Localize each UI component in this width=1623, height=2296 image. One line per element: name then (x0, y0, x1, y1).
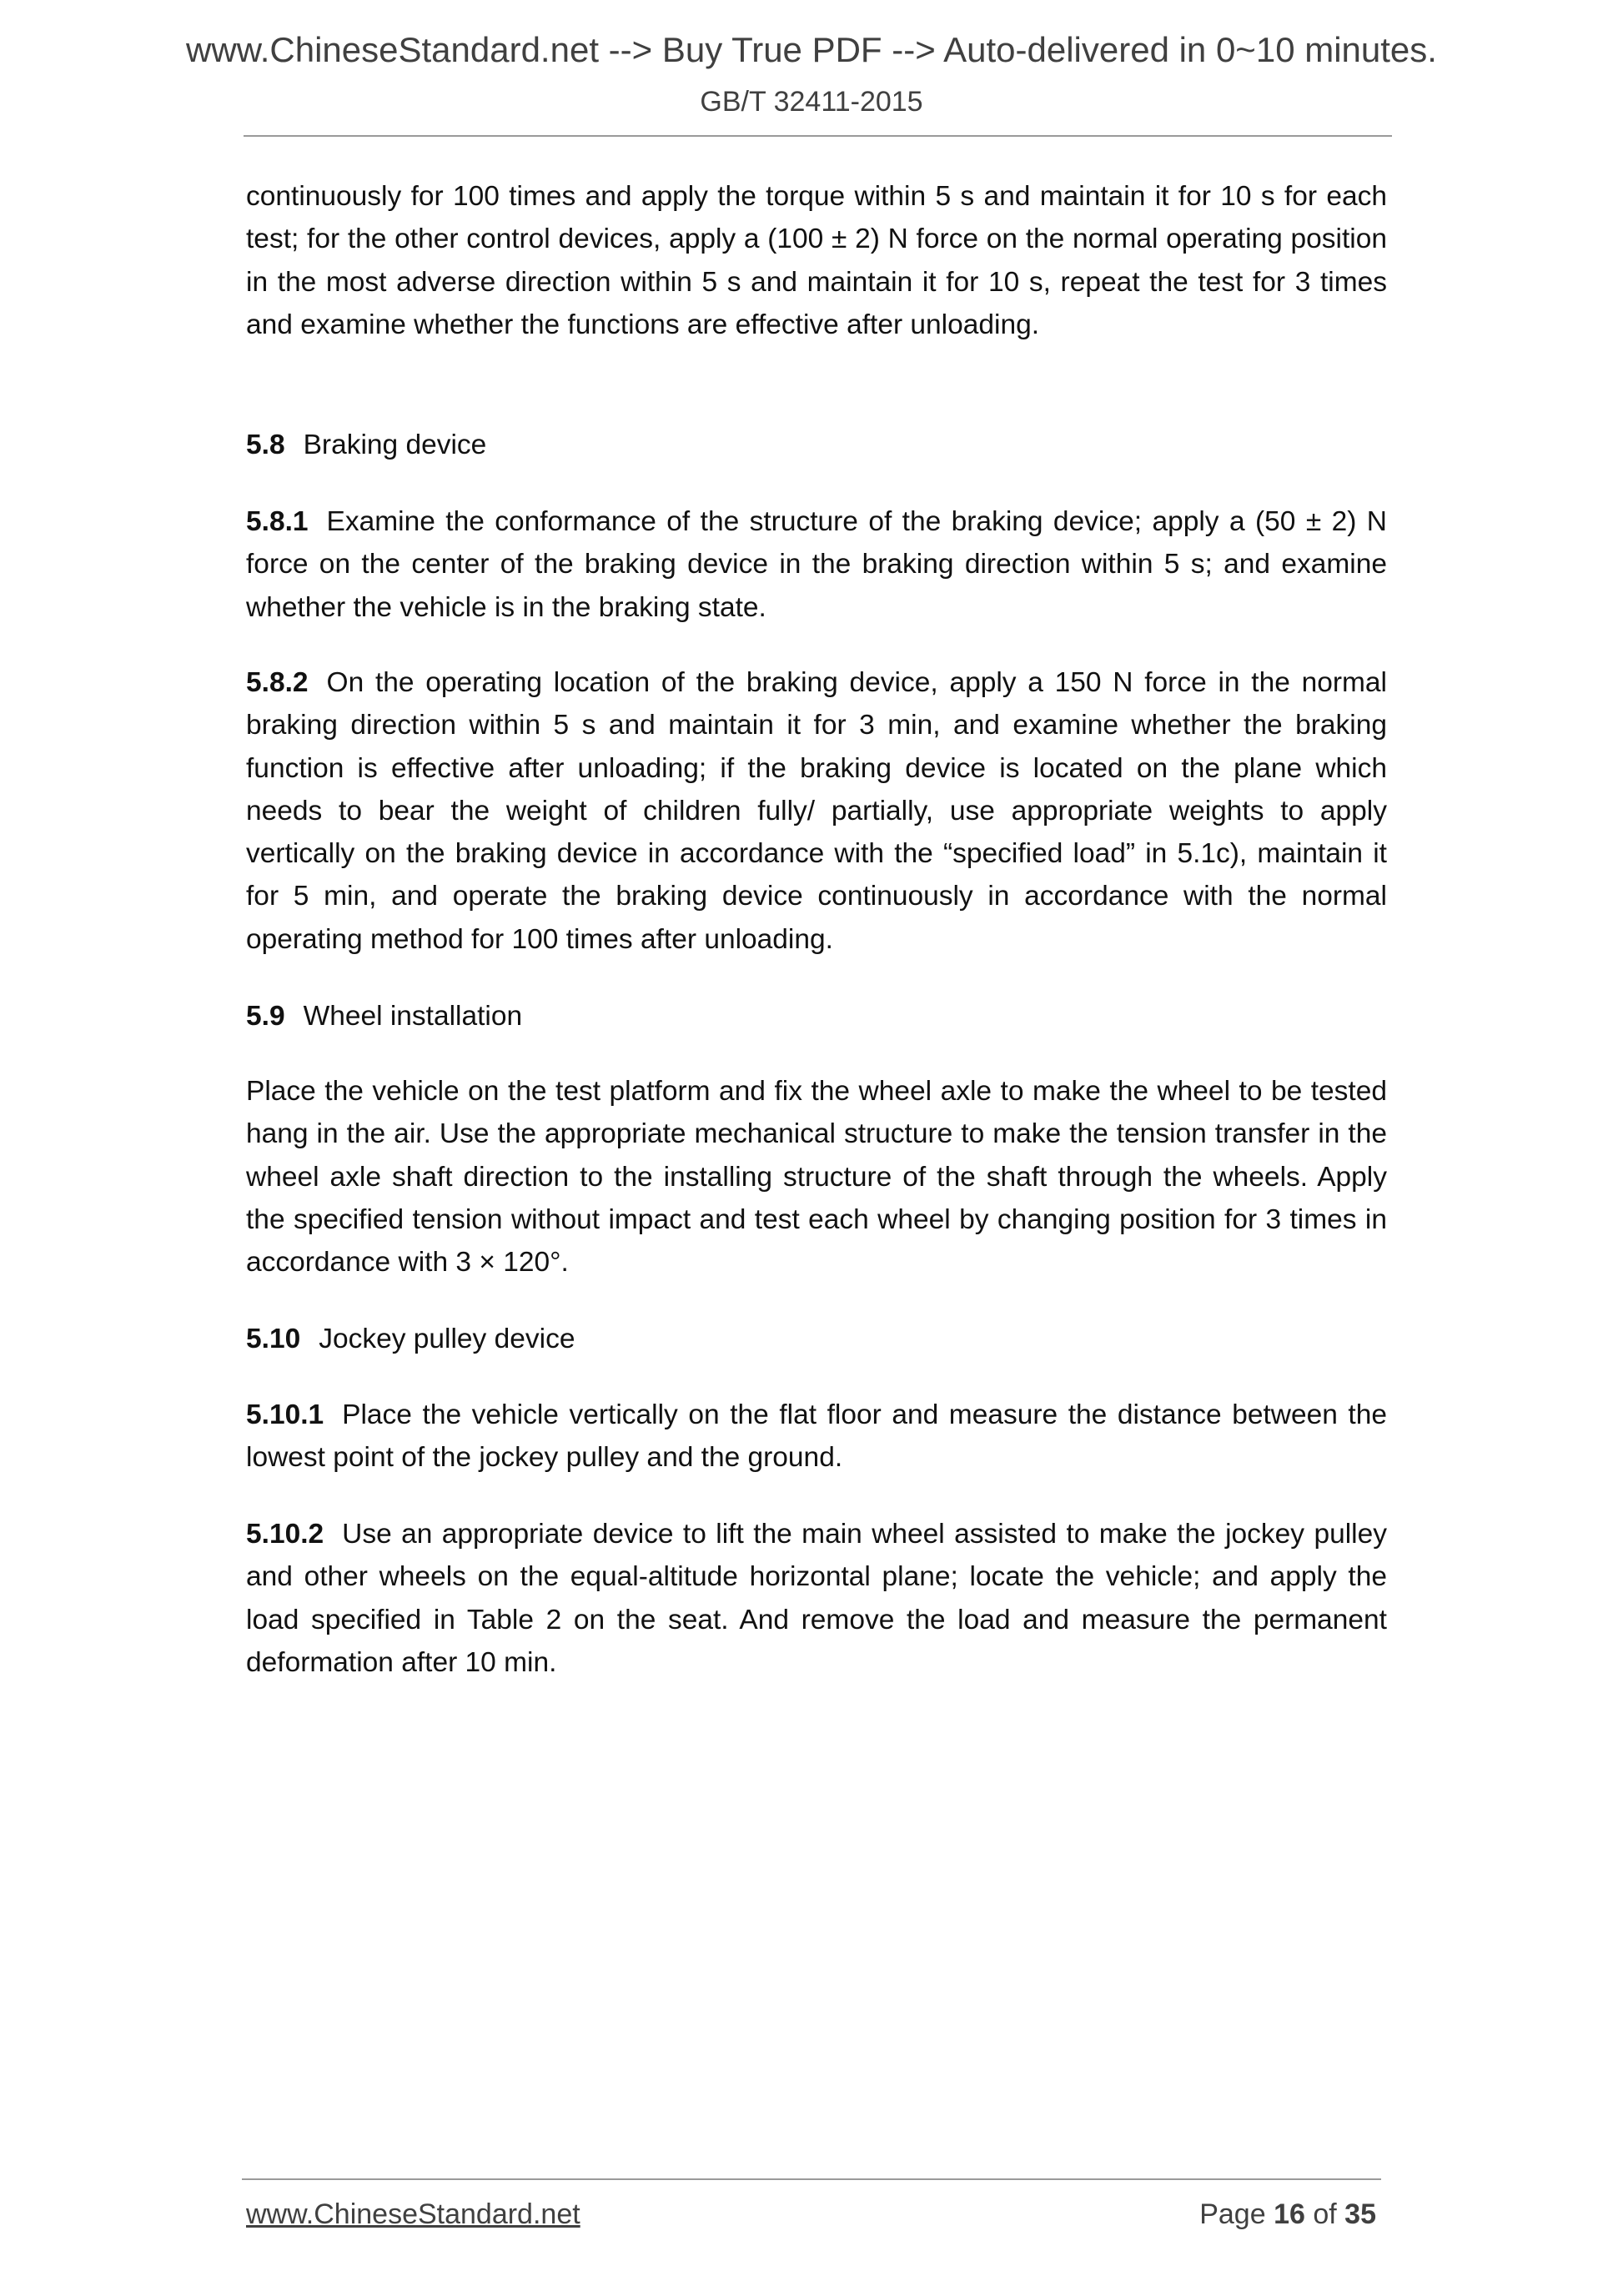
clause-5-8-2 (246, 661, 1387, 961)
clause-5-10-1 (246, 1394, 1387, 1480)
page-of: of (1313, 2198, 1337, 2230)
section-number: 5.8 (246, 430, 285, 460)
paragraph-text: Place the vehicle on the test platform and fix the wheel axle to make the wheel to be tested hang in the air. Use the appropriate mechanical structure to make the tension transfer in the wheel axle shaft direction to the installing structure of the shaft through the wheels. Apply the specified tension without impact and test each wheel by changing position for 3 times in accordance with 3 × 120°. (246, 1076, 1387, 1279)
footer-divider (242, 2178, 1381, 2180)
section-heading-5-10 (246, 1318, 1387, 1360)
clause-text: Examine the conformance of the structure of the braking device; apply a (50 ± 2) N force on the center of the braking device in the braking direction within 5 s; and examine whether the vehicle is in the braking state. (246, 506, 1387, 623)
header-banner[interactable]: www.ChineseStandard.net --> Buy True PDF --> Auto-delivered in 0~10 minutes. (186, 30, 1437, 69)
clause-text: Use an appropriate device to lift the main wheel assisted to make the jockey pulley and other wheels on the equal-altitude horizontal plane; locate the vehicle; and apply the load specified in Table 2 on the seat. And remove the load and measure the permanent deformation after 10 min. (246, 1519, 1387, 1678)
section-title: Braking device (303, 430, 487, 460)
clause-5-10-2 (246, 1513, 1387, 1684)
section-title: Wheel installation (303, 1001, 523, 1032)
clause-text: Place the vehicle vertically on the flat floor and measure the distance between the lowest point of the jockey pulley and the ground. (246, 1399, 1387, 1474)
section-number: 5.10 (246, 1324, 301, 1354)
clause-5-8-1 (246, 500, 1387, 629)
paragraph-text: continuously for 100 times and apply the torque within 5 s and maintain it for 10 s for each test; for the other control devices, apply a (100 ± 2) N force on the normal operating position in the most adverse direction within 5 s and maintain it for 10 s, repeat the test for 3 times and examine whether the functions are effective after unloading. (246, 181, 1387, 340)
page-indicator (1199, 2198, 1376, 2231)
page-label: Page (1199, 2198, 1266, 2230)
clause-number: 5.8.2 (246, 667, 309, 698)
section-heading-5-9 (246, 995, 1387, 1037)
clause-number: 5.10.1 (246, 1399, 324, 1430)
page-number: 16 (1274, 2198, 1305, 2230)
section-heading-5-8 (246, 424, 1387, 466)
standard-code: GB/T 32411-2015 (700, 86, 923, 118)
clause-text: On the operating location of the braking device, apply a 150 N force in the normal braking direction within 5 s and maintain it for 3 min, and examine whether the braking function is effective after unloading; if the braking device is located on the plane which needs to bear the weight of children fully/ partially, use appropriate weights to apply vertically on the braking device in accordance with the “specified load” in 5.1c), maintain it for 5 min, and operate the braking device continuously in accordance with the normal operating method for 100 times after unloading. (246, 667, 1387, 955)
paragraph-wheel-installation (246, 1070, 1387, 1284)
clause-number: 5.10.2 (246, 1519, 324, 1550)
page-total: 35 (1344, 2198, 1376, 2230)
section-number: 5.9 (246, 1001, 285, 1032)
paragraph-continued (246, 175, 1387, 346)
section-title: Jockey pulley device (319, 1324, 575, 1354)
clause-number: 5.8.1 (246, 506, 309, 537)
footer-link[interactable]: www.ChineseStandard.net (246, 2198, 580, 2230)
header-divider (244, 135, 1392, 137)
